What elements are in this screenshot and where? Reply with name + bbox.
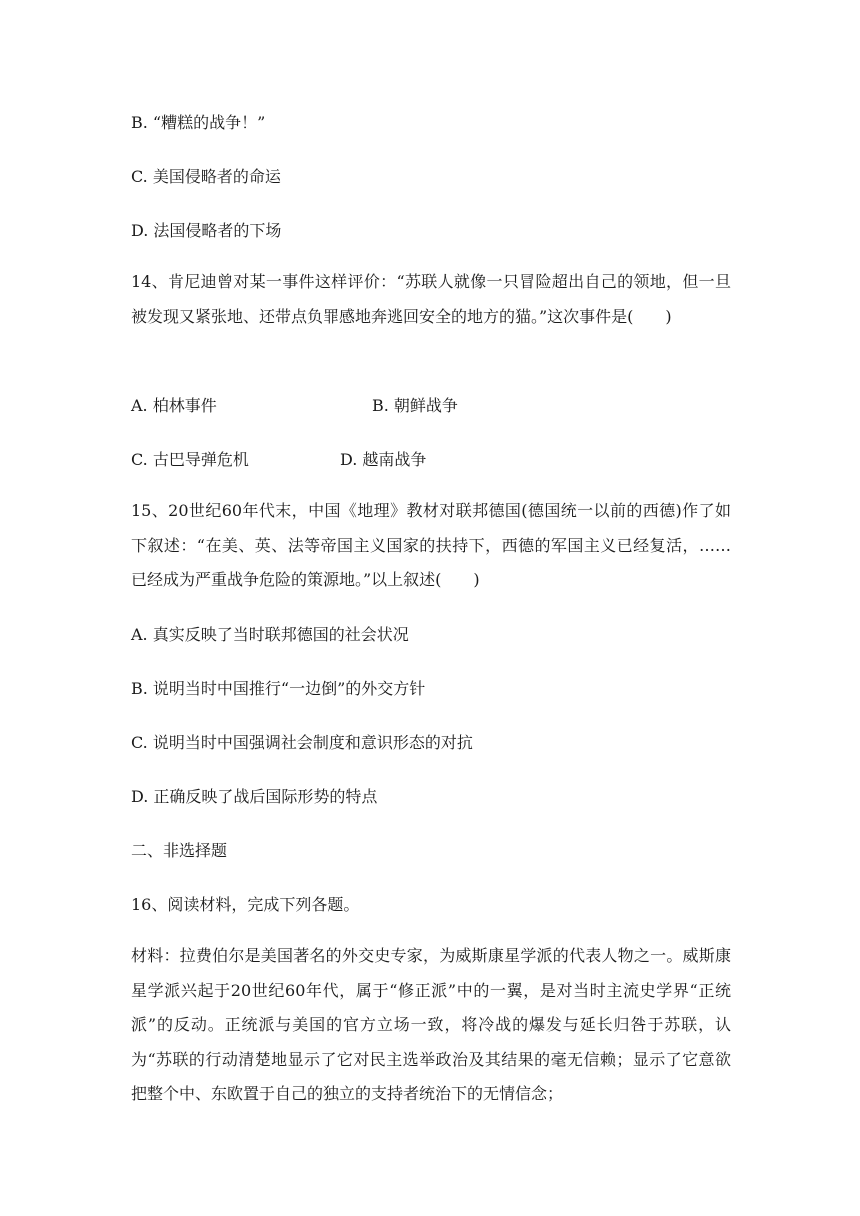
q15-option-c: C. 说明当时中国强调社会制度和意识形态的对抗	[131, 733, 473, 752]
q13-option-d: D. 法国侵略者的下场	[131, 221, 282, 240]
q14-option-c: C. 古巴导弹危机	[131, 450, 249, 469]
q15-option-a: A. 真实反映了当时联邦德国的社会状况	[131, 625, 409, 644]
q15-stem: 15、20世纪60年代末，中国《地理》教材对联邦德国(德国统一以前的西德)作了如下叙述：“在美、英、法等帝国主义国家的扶持下，西德的军国主义已经复活，……已经成为严重战争危险的策源地。”以上叙述( )	[131, 501, 731, 589]
q14-stem: 14、肯尼迪曾对某一事件这样评价：“苏联人就像一只冒险超出自己的领地，但一旦被发现又紧张地、还带点负罪感地奔逃回安全的地方的猫。”这次事件是( )	[131, 272, 731, 326]
q15-option-b: B. 说明当时中国推行“一边倒”的外交方针	[131, 679, 426, 698]
section-title: 二、非选择题	[131, 841, 228, 860]
q14-option-a: A. 柏林事件	[131, 396, 217, 415]
q13-option-b: B. “糟糕的战争！”	[131, 113, 266, 132]
q16-material: 材料：拉费伯尔是美国著名的外交史专家，为威斯康星学派的代表人物之一。威斯康星学派兴起于20世纪60年代，属于“修正派”中的一翼，是对当时主流史学界“正统派”的反动。正统派与美国的官方立场一致，将冷战的爆发与延长归咎于苏联，认为“苏联的行动清楚地显示了它对民主选举政治及其结果的毫无信赖；显示了它意欲把整个中、东欧置于自己的独立的支持者统治下的无情信念；	[131, 946, 731, 1103]
q16-stem: 16、阅读材料，完成下列各题。	[131, 895, 360, 914]
q14-option-d: D. 越南战争	[340, 450, 427, 469]
q15-option-d: D. 正确反映了战后国际形势的特点	[131, 787, 378, 806]
q14-option-b: B. 朝鲜战争	[372, 396, 458, 415]
q13-option-c: C. 美国侵略者的命运	[131, 167, 281, 186]
